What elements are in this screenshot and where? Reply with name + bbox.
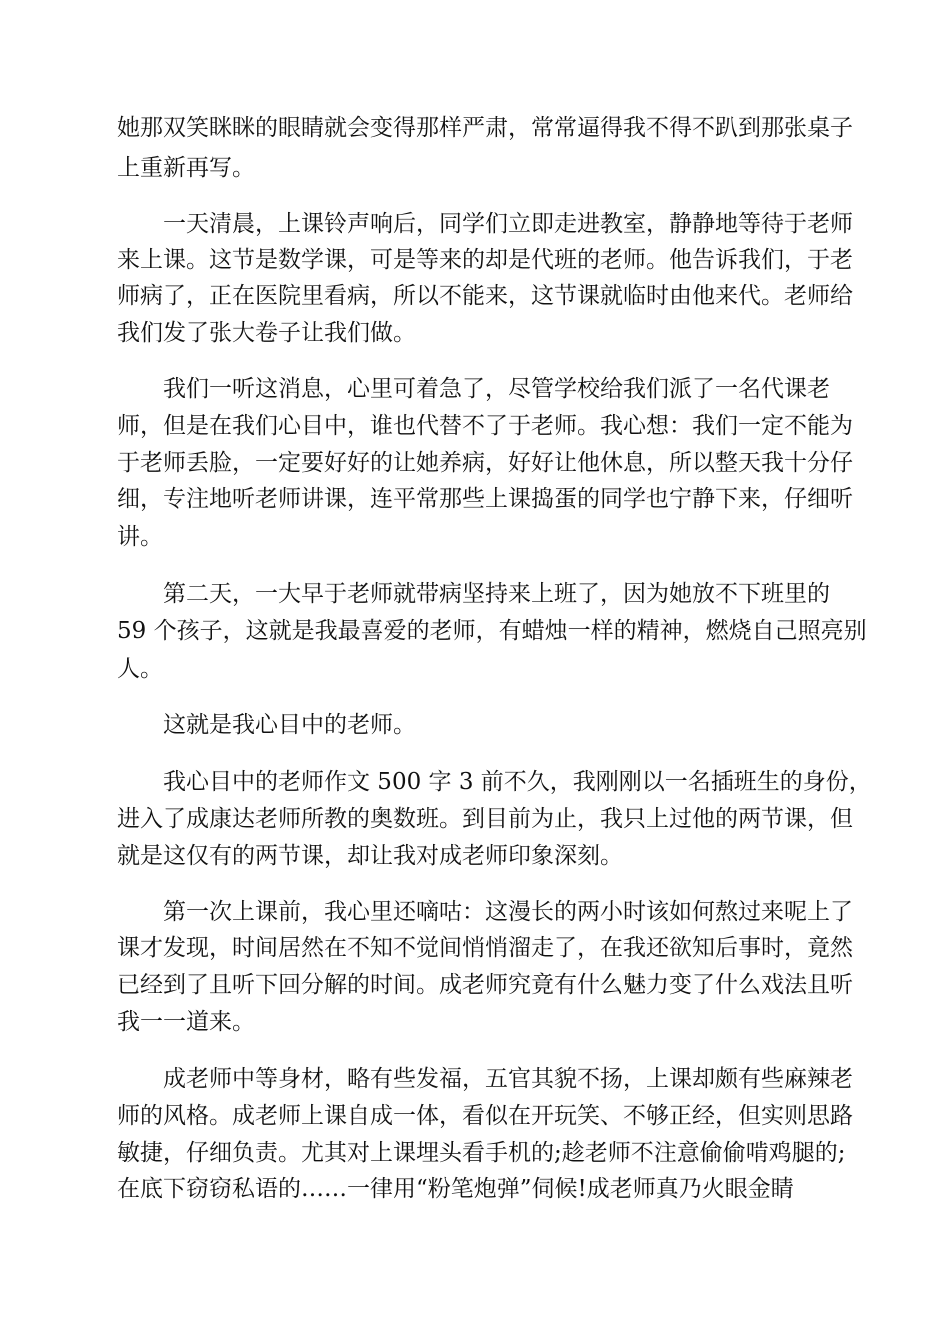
paragraph-7-line-4: 我一一道来。 <box>117 1009 255 1035</box>
paragraph-8-line-3: 敏捷，仔细负责。尤其对上课埋头看手机的;趁老师不注意偷偷啃鸡腿的; <box>117 1140 846 1166</box>
paragraph-3-line-4: 细，专注地听老师讲课，连平常那些上课捣蛋的同学也宁静下来，仔细听 <box>117 486 853 512</box>
paragraph-2-line-2: 来上课。这节是数学课，可是等来的却是代班的老师。他告诉我们，于老 <box>117 247 853 273</box>
paragraph-3-line-2: 师，但是在我们心目中，谁也代替不了于老师。我心想：我们一定不能为 <box>117 413 853 439</box>
paragraph-7-line-1: 第一次上课前，我心里还嘀咕：这漫长的两小时该如何熬过来呢上了 <box>163 899 853 925</box>
paragraph-5-line-1: 这就是我心目中的老师。 <box>163 712 416 738</box>
paragraph-3-line-1: 我们一听这消息，心里可着急了，尽管学校给我们派了一名代课老 <box>163 376 830 402</box>
paragraph-6-line-1: 我心目中的老师作文 500 字 3 前不久，我刚刚以一名插班生的身份， <box>163 769 872 795</box>
paragraph-2-line-3: 师病了，正在医院里看病，所以不能来，这节课就临时由他来代。老师给 <box>117 283 853 309</box>
paragraph-4-line-2: 59 个孩子，这就是我最喜爱的老师，有蜡烛一样的精神，燃烧自己照亮别 <box>117 618 867 644</box>
paragraph-7-line-2: 课才发现，时间居然在不知不觉间悄悄溜走了，在我还欲知后事时，竟然 <box>117 935 853 961</box>
paragraph-8-line-2: 师的风格。成老师上课自成一体，看似在开玩笑、不够正经，但实则思路 <box>117 1103 853 1129</box>
paragraph-1-line-2: 上重新再写。 <box>117 155 255 181</box>
paragraph-8-line-1: 成老师中等身材，略有些发福，五官其貌不扬，上课却颇有些麻辣老 <box>163 1066 853 1092</box>
paragraph-8-line-4: 在底下窃窃私语的……一律用“粉笔炮弹”伺候!成老师真乃火眼金睛 <box>117 1176 794 1202</box>
paragraph-7-line-3: 已经到了且听下回分解的时间。成老师究竟有什么魅力变了什么戏法且听 <box>117 972 853 998</box>
paragraph-3-line-5: 讲。 <box>117 524 163 550</box>
paragraph-6-line-2: 进入了成康达老师所教的奥数班。到目前为止，我只上过他的两节课，但 <box>117 806 853 832</box>
paragraph-6-line-3: 就是这仅有的两节课，却让我对成老师印象深刻。 <box>117 843 623 869</box>
paragraph-3-line-3: 于老师丢脸，一定要好好的让她养病，好好让他休息，所以整天我十分仔 <box>117 450 853 476</box>
paragraph-1-line-1: 她那双笑眯眯的眼睛就会变得那样严肃，常常逼得我不得不趴到那张桌子 <box>117 115 853 141</box>
paragraph-2-line-1: 一天清晨，上课铃声响后，同学们立即走进教室，静静地等待于老师 <box>163 211 853 237</box>
paragraph-4-line-3: 人。 <box>117 656 163 682</box>
paragraph-4-line-1: 第二天，一大早于老师就带病坚持来上班了，因为她放不下班里的 <box>163 581 830 607</box>
paragraph-2-line-4: 我们发了张大卷子让我们做。 <box>117 320 416 346</box>
